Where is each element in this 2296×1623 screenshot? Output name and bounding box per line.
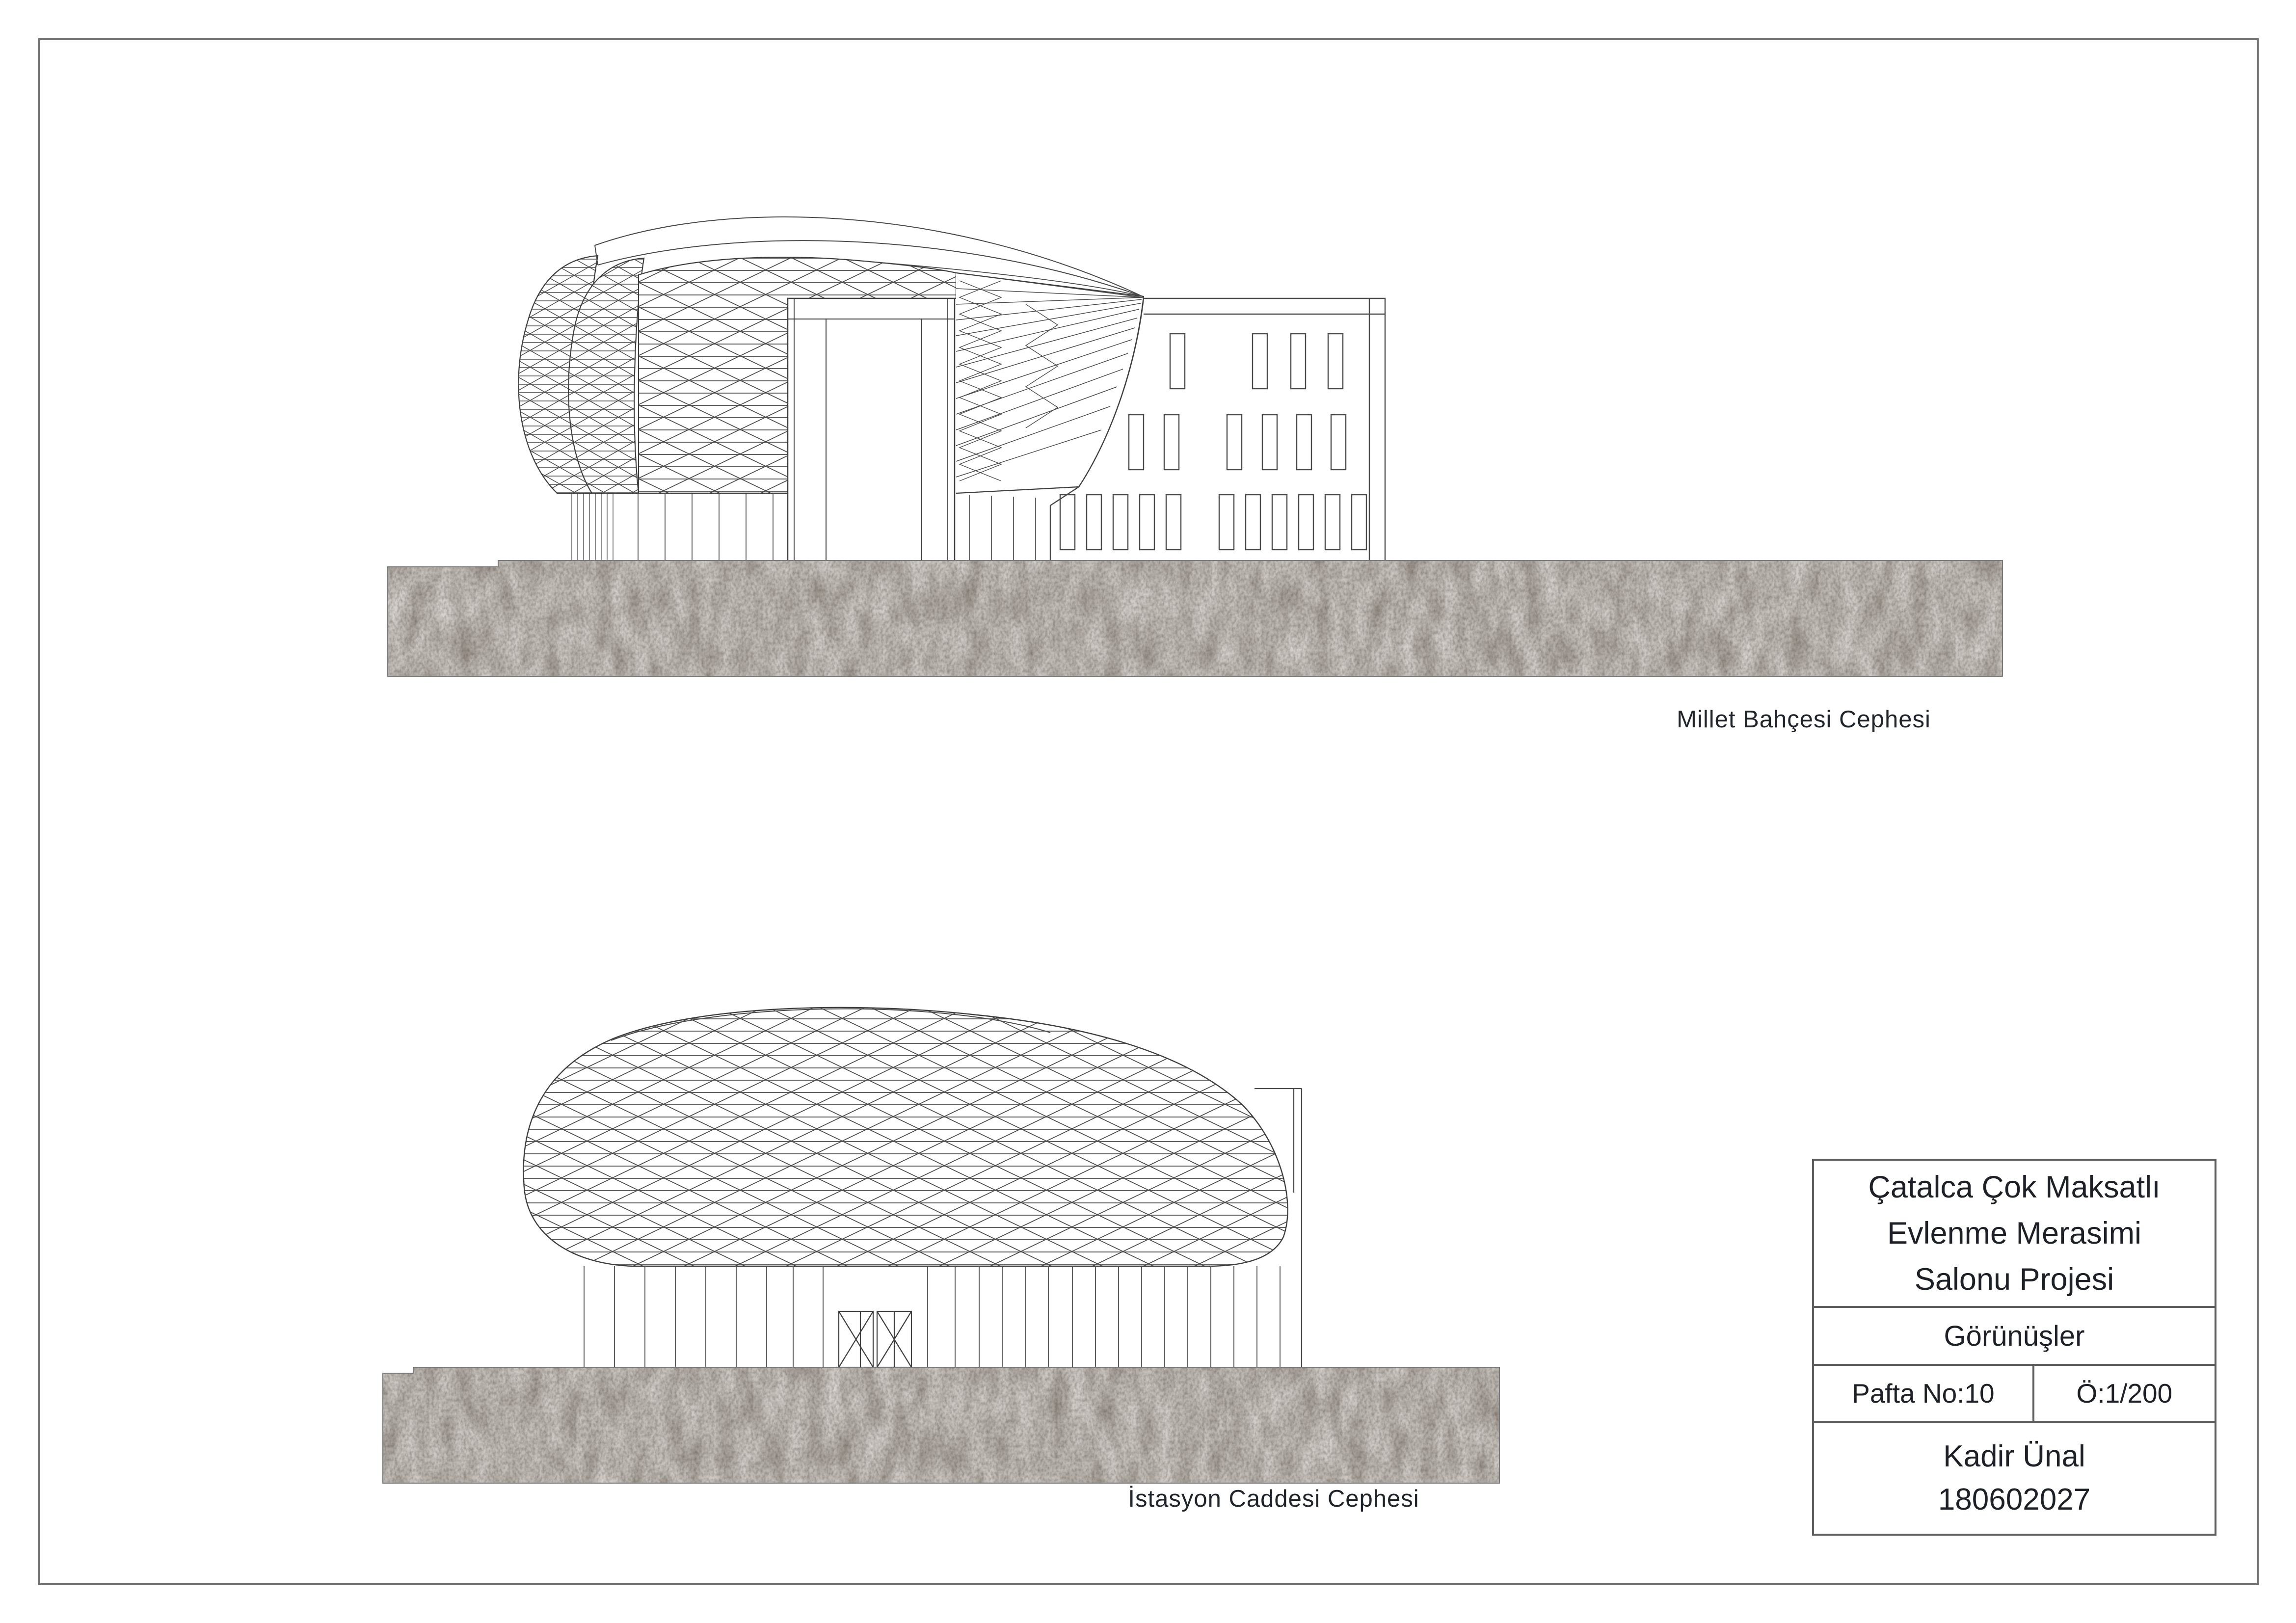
entrance-doors	[839, 1311, 911, 1367]
dome-mesh-bottom	[524, 1008, 1288, 1266]
ground-strip-top	[388, 555, 2002, 682]
millet-facade-label: Millet Bahçesi Cephesi	[1677, 706, 1931, 733]
project-title-line2: Evlenme Merasimi	[1887, 1216, 2142, 1251]
istasyon-facade-label: İstasyon Caddesi Cephesi	[1128, 1486, 1419, 1512]
project-title-line1: Çatalca Çok Maksatlı	[1868, 1170, 2161, 1204]
author-id: 180602027	[1938, 1483, 2091, 1517]
entrance-tower	[788, 298, 955, 561]
door-left	[839, 1311, 873, 1367]
door-right	[877, 1311, 911, 1367]
istasyon-elevation-drawing	[373, 996, 1512, 1492]
millet-elevation-drawing	[383, 196, 2012, 687]
title-block	[1812, 1159, 2216, 1536]
ground-strip-bottom	[383, 1362, 1502, 1490]
sheet-name: Görünüşler	[1814, 1308, 2215, 1366]
lattice-dome-bottom	[524, 1008, 1288, 1266]
project-title	[1814, 1161, 2215, 1308]
piloti-columns-bottom	[584, 1266, 1280, 1367]
author-name: Kadir Ünal	[1943, 1439, 2085, 1473]
project-title-line3: Salonu Projesi	[1914, 1262, 2114, 1297]
sheet-meta-row	[1814, 1366, 2215, 1423]
drawing-scale: Ö:1/200	[2076, 1378, 2173, 1409]
sheet-number: Pafta No:10	[1814, 1366, 2034, 1421]
author-block	[1814, 1423, 2215, 1534]
